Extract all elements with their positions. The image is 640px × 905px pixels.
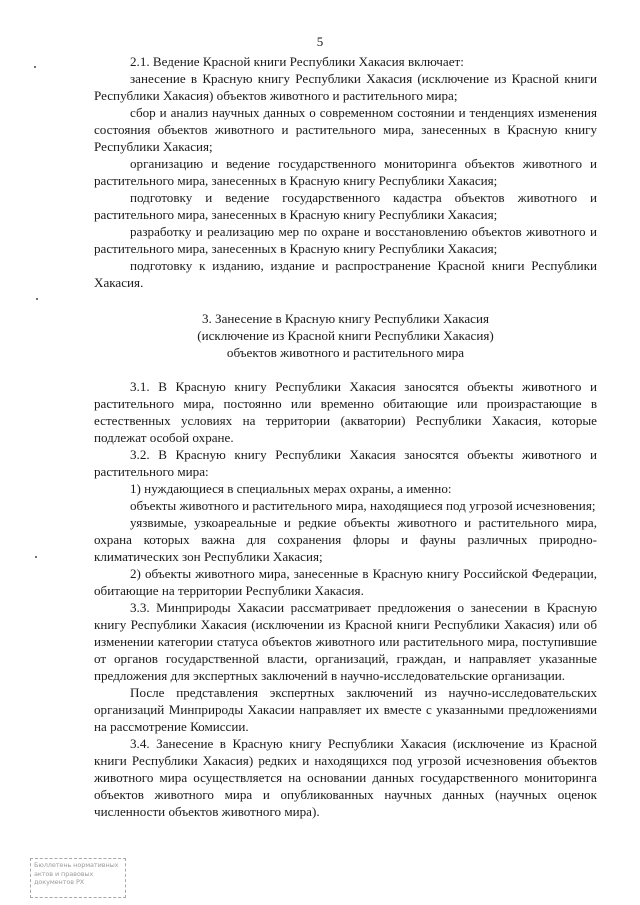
document-body (94, 53, 597, 820)
paragraph: сбор и анализ научных данных о современном состоянии и тенденциях изменения состояния объектов животного и растительного мира, занесенных в Красную книгу Республики Хакасия; (94, 105, 597, 154)
paragraph: 2) объекты животного мира, занесенные в Красную книгу Российской Федерации, обитающие на территории Республики Хакасия. (94, 566, 597, 598)
paragraph: 3.4. Занесение в Красную книгу Республики Хакасия (исключение из Красной книги Республики Хакасия) редких и находящихся под угрозой исчезновения объектов животного мира осуществляется на основании данных государственного мониторинга объектов животного мира и опубликованных научных данных (научных оценок численности объектов животного мира). (94, 736, 597, 819)
heading-line: 3. Занесение в Красную книгу Республики Хакасия (201, 311, 490, 326)
paragraph: После представления экспертных заключений из научно-исследовательских организаций Минприроды Хакасии направляет их вместе с указанными предложениями на рассмотрение Комиссии. (94, 685, 597, 734)
paragraph: занесение в Красную книгу Республики Хакасия (исключение из Красной книги Республики Хакасия) объектов животного и растительного мира; (94, 71, 597, 103)
paragraph: объекты животного и растительного мира, находящиеся под угрозой исчезновения; (130, 498, 596, 513)
paragraph: уязвимые, узкоареальные и редкие объекты животного и растительного мира, охрана которых важна для сохранения флоры и фауны различных природно-климатических зон Республики Хакасия; (94, 515, 597, 564)
page-number: 5 (316, 34, 324, 49)
section-heading (94, 310, 597, 361)
paragraph: разработку и реализацию мер по охране и восстановлению объектов животного и растительного мира, занесенных в Красную книгу Республики Хакасия; (94, 224, 597, 256)
scan-artifact (35, 556, 37, 558)
heading-line: (исключение из Красной книги Республики Хакасия) (197, 328, 494, 343)
paragraph: 3.1. В Красную книгу Республики Хакасия заносятся объекты животного и растительного мира, постоянно или временно обитающие или произрастающие в естественных условиях на территории (акватории) Республики Хакасия, которые подлежат особой охране. (94, 379, 597, 445)
heading-line: объектов животного и растительного мира (226, 345, 465, 360)
paragraph: подготовку и ведение государственного кадастра объектов животного и растительного мира, занесенных в Красную книгу Республики Хакасия; (94, 190, 597, 222)
stamp-line: документов РХ (34, 878, 85, 886)
paragraph: 1) нуждающиеся в специальных мерах охраны, а именно: (130, 481, 452, 496)
scan-artifact (34, 66, 36, 68)
scan-artifact (36, 298, 38, 300)
stamp-line: Бюллетень нормативных (34, 861, 119, 869)
registration-stamp (30, 858, 126, 898)
stamp-line: актов и правовых (34, 869, 94, 878)
paragraph: подготовку к изданию, издание и распространение Красной книги Республики Хакасия. (94, 258, 597, 290)
paragraph: организацию и ведение государственного мониторинга объектов животного и растительного мира, занесенных в Красную книгу Республики Хакасия; (94, 156, 597, 188)
paragraph: 3.3. Минприроды Хакасии рассматривает предложения о занесении в Красную книгу Республики Хакасия (исключении из Красной книги Республики Хакасия) или об изменении категории статуса объектов животного или растительного мира, поступившие от органов государственной власти, организаций, граждан, и направляет указанные предложения для экспертных заключений в научно-исследовательские организации. (94, 600, 597, 683)
paragraph: 3.2. В Красную книгу Республики Хакасия заносятся объекты животного и растительного мира: (94, 447, 597, 479)
paragraph: 2.1. Ведение Красной книги Республики Хакасия включает: (130, 54, 464, 69)
